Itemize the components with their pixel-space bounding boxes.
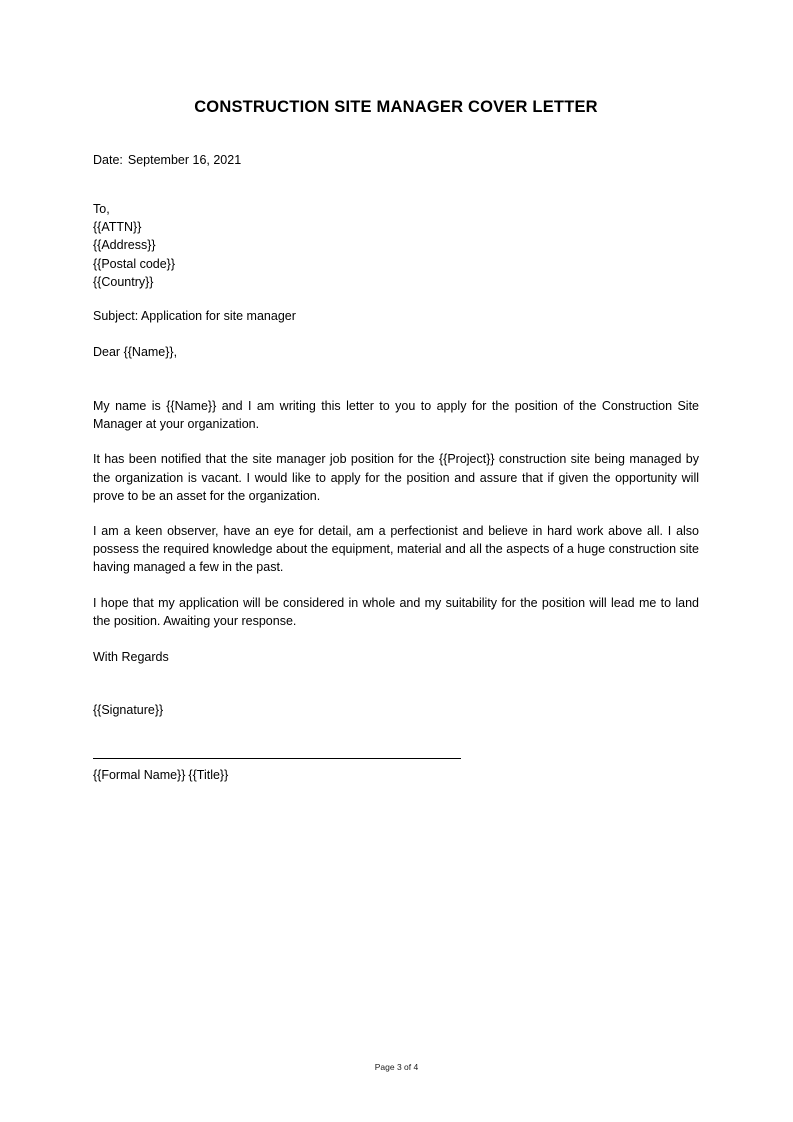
recipient-line-address: {{Address}} [93, 238, 156, 253]
date-value: September 16, 2021 [127, 153, 242, 167]
signature-name-line [93, 766, 228, 784]
signature-placeholder: {{Signature}} [93, 703, 164, 717]
recipient-line-country: {{Country}} [93, 274, 154, 289]
date-label: Date: [93, 153, 123, 167]
letter-body [93, 397, 699, 630]
recipient-line-postal: {{Postal code}} [93, 256, 176, 271]
subject-line: Subject: Application for site manager [93, 309, 296, 323]
signature-formal-name: {{Formal Name}} [93, 768, 186, 782]
date-line [93, 151, 241, 169]
signature-title: {{Title}} [188, 768, 229, 782]
closing-salutation: With Regards [93, 650, 169, 664]
page-footer: Page 3 of 4 [374, 1062, 419, 1072]
recipient-line-to: To, [93, 202, 110, 216]
recipient-line-attn: {{ATTN}} [93, 220, 142, 235]
body-paragraph-1: My name is {{Name}} and I am writing this letter to you to apply for the position of the Construction Site Manager at your organization. [93, 399, 699, 432]
recipient-address-block [93, 200, 175, 291]
page-title: CONSTRUCTION SITE MANAGER COVER LETTER [194, 98, 598, 116]
body-paragraph-4: I hope that my application will be considered in whole and my suitability for the position will lead me to land the position. Awaiting your response. [93, 595, 699, 628]
body-paragraph-3: I am a keen observer, have an eye for detail, am a perfectionist and believe in hard work above all. I also possess the required knowledge about the equipment, material and all the aspects of a huge construction site having managed a few in the past. [93, 524, 699, 575]
salutation: Dear {{Name}}, [93, 345, 178, 359]
body-paragraph-2: It has been notified that the site manager job position for the {{Project}} construction site being managed by the organization is vacant. I would like to apply for the position and assure that if given the opportunity will prove to be an asset for the organization. [93, 452, 699, 503]
signature-rule [93, 758, 461, 759]
